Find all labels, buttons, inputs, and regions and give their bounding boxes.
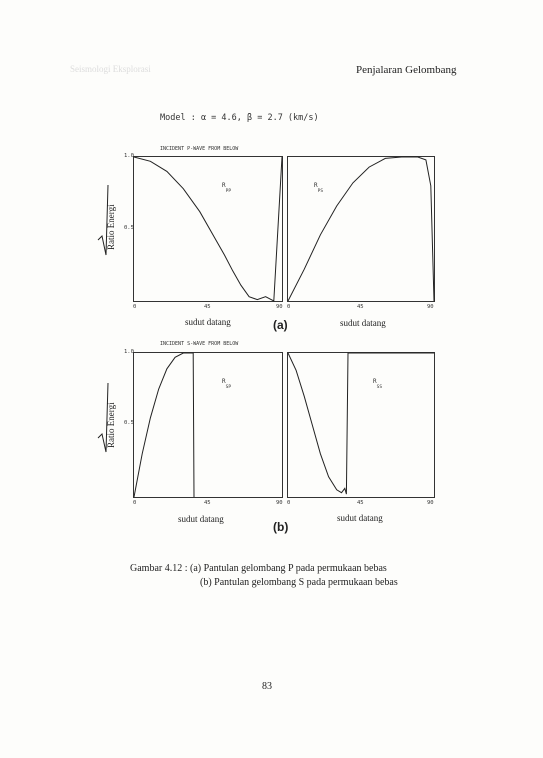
xtick-b1-45: 45 xyxy=(204,500,211,506)
ylabel-a: Ratio Energi xyxy=(106,204,116,250)
xtick-b2-0: 0 xyxy=(287,500,291,506)
xtick-a1-45: 45 xyxy=(204,304,211,310)
ytick-a-05: 0.5 xyxy=(124,225,134,231)
curve-r-sp xyxy=(134,353,194,497)
xlabel-a-left: sudut datang xyxy=(185,317,231,327)
xtick-b2-45: 45 xyxy=(357,500,364,506)
faint-header: Seismologi Eksplorasi xyxy=(70,64,151,74)
xtick-b2-90: 90 xyxy=(427,500,434,506)
xtick-a2-0: 0 xyxy=(287,304,291,310)
sqrt-symbol-b xyxy=(98,383,108,452)
xlabel-a-right: sudut datang xyxy=(340,318,386,328)
caption-line-2: (b) Pantulan gelombang S pada permukaan bebas xyxy=(200,577,398,588)
xlabel-b-right: sudut datang xyxy=(337,513,383,523)
xtick-a2-45: 45 xyxy=(357,304,364,310)
xtick-a2-90: 90 xyxy=(427,304,434,310)
label-rss: $R_{SS}$ xyxy=(373,378,383,390)
figure-label-b: (b) xyxy=(273,520,289,534)
xtick-a1-90: 90 xyxy=(276,304,283,310)
page-header-title: Penjalaran Gelombang xyxy=(356,64,457,76)
ylabel-b: Ratio Energi xyxy=(106,402,116,448)
ytick-b-05: 0.5 xyxy=(124,420,134,426)
label-rpp: $R_{PP}$ xyxy=(222,182,232,194)
incident-p-title: INCIDENT P-WAVE FROM BELOW xyxy=(160,146,239,152)
sqrt-symbol-a xyxy=(98,185,108,255)
caption-line-1: Gambar 4.12 : (a) Pantulan gelombang P pada permukaan bebas xyxy=(130,563,387,574)
curve-r-pp xyxy=(134,157,282,301)
figure-label-a: (a) xyxy=(273,318,288,332)
xtick-b1-0: 0 xyxy=(133,500,137,506)
label-rsp: $R_{SP}$ xyxy=(222,378,232,390)
xtick-a1-0: 0 xyxy=(133,304,137,310)
page-number: 83 xyxy=(262,681,272,692)
incident-s-title: INCIDENT S-WAVE FROM BELOW xyxy=(160,341,239,347)
model-parameters: Model : α = 4.6, β = 2.7 (km/s) xyxy=(160,113,319,123)
curve-r-ps xyxy=(288,157,434,301)
label-rps: $R_{PS}$ xyxy=(314,182,324,194)
xlabel-b-left: sudut datang xyxy=(178,514,224,524)
xtick-b1-90: 90 xyxy=(276,500,283,506)
curve-r-ss xyxy=(288,353,434,494)
ytick-b-1: 1.0 xyxy=(124,349,134,355)
ytick-a-1: 1.0 xyxy=(124,153,134,159)
